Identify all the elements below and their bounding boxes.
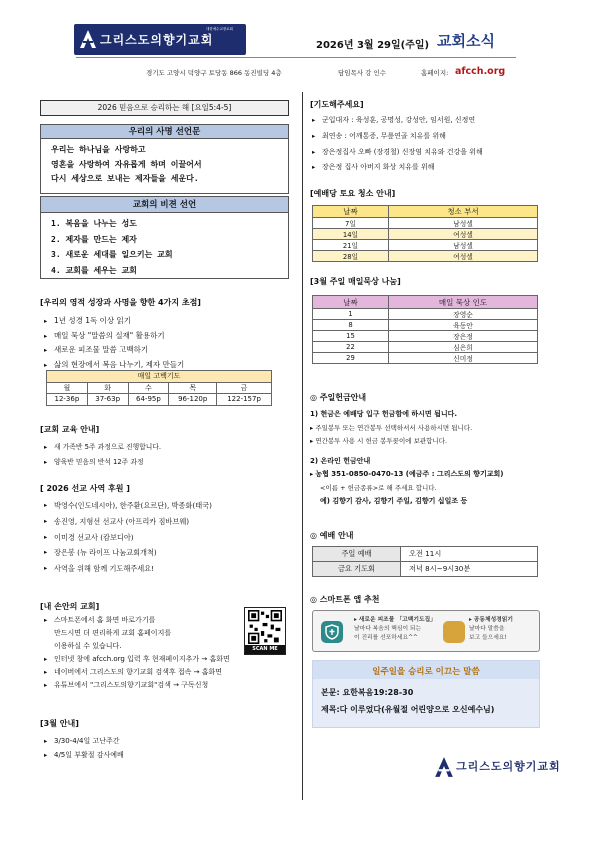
church-logo — [74, 24, 246, 55]
table-row — [313, 562, 538, 577]
list-item: ▸ 송진영, 지형선 선교사 (아프리카 짐바브웨) — [44, 514, 212, 530]
devotion-table — [312, 295, 538, 364]
list-item: ▸ 군입대자 : 육성훈, 공명성, 강성안, 임서원, 신정연 — [312, 113, 483, 129]
table-row — [313, 309, 538, 320]
table-row — [313, 240, 538, 251]
service-time: 저녁 8시~9시30분 — [401, 562, 538, 577]
date-cell: 15 — [313, 331, 389, 342]
list-item: ▸ 인터넷 창에 afcch.org 입력 후 현재페이지추가 → 홈화면 — [44, 653, 230, 666]
team-cell: 남성셀 — [389, 218, 538, 229]
page-range-cell: 64-95p — [128, 394, 169, 406]
weekly-word-title: 일주일을 승리로 이끄는 말씀 — [313, 661, 539, 679]
date-cell: 28일 — [313, 251, 389, 262]
list-item: 만드시면 더 편리하게 교회 홈페이지를 — [54, 629, 172, 637]
daily-prayer-caption: 매일 고백기도 — [47, 371, 272, 383]
offering-line: 예) 김향기 감사, 김향기 주일, 김향기 십일조 등 — [320, 497, 468, 505]
vision-line: 1. 복음을 나누는 성도 — [51, 219, 137, 228]
vision-line: 3. 새로운 세대를 일으키는 교회 — [51, 250, 173, 259]
service-table — [312, 546, 538, 577]
list-item: ▸ 4/5일 부활절 감사예배 — [44, 748, 124, 762]
service-time: 오전 11시 — [401, 547, 538, 562]
table-header: 매일 묵상 인도 — [389, 296, 538, 309]
list-item: ▸ 장은정 집사 아버지 화상 치유를 위해 — [312, 160, 483, 176]
offering-line: 2) 온라인 헌금안내 — [310, 456, 371, 465]
page-range-cell: 37-63p — [87, 394, 128, 406]
weekly-word — [312, 660, 540, 728]
offering-line: <이름 + 헌금종류>로 해 주세요 합니다. — [320, 483, 437, 492]
table-row — [313, 218, 538, 229]
church-logo-mark-icon — [79, 29, 97, 49]
logo-subtext: 대한예수교장로회 — [206, 27, 234, 31]
service-title: ◎ 예배 안내 — [310, 531, 354, 540]
day-cell: 화 — [87, 382, 128, 394]
prayer-app-icon[interactable] — [321, 621, 343, 643]
day-cell: 수 — [128, 382, 169, 394]
offering-line: ▸ 연간봉투 사용 시 헌금 봉투꽂이에 보관합니다. — [310, 437, 448, 445]
list-item: 이용하실 수 있습니다. — [54, 642, 122, 650]
mission-line: 영혼을 사랑하여 자유롭게 하며 이끌어서 — [51, 159, 202, 169]
table-row — [313, 353, 538, 364]
table-row — [313, 547, 538, 562]
app-text-line: 날마다 복음의 핵심이 되는 — [354, 626, 422, 632]
page-range-cell: 12-36p — [47, 394, 88, 406]
list-item: ▸ 네이버에서 그리스도의 향기교회 검색후 접속 → 홈화면 — [44, 666, 230, 679]
list-item: ▸ 유튜브에서 "그리스도의향기교회"검색 → 구독신청 — [44, 679, 230, 692]
app-text-line: 날마다 말씀을 — [469, 626, 505, 632]
table-row — [313, 342, 538, 353]
missions-list — [44, 498, 212, 577]
homepage-link[interactable]: afcch.org — [455, 66, 506, 77]
church-address: 경기도 고양시 덕양구 토당동 866 동진빌딩 4층 — [146, 69, 282, 77]
mission-line: 다시 세상으로 보내는 제자들을 세운다. — [51, 174, 199, 183]
list-item: ▸ 새 가족반 5주 과정으로 진행합니다. — [44, 440, 161, 455]
service-name: 주일 예배 — [313, 547, 401, 562]
daily-prayer-table — [46, 370, 272, 406]
app-name: 공동체성경읽기 — [473, 617, 513, 623]
bulletin-date: 2026년 3월 29일(주일) — [316, 40, 430, 51]
bulletin-title: 교회소식 — [437, 32, 495, 50]
march-list — [44, 734, 124, 762]
list-item: ▸ 이미경 선교사 (캄보디아) — [44, 530, 212, 546]
date-cell: 7일 — [313, 218, 389, 229]
date-cell: 14일 — [313, 229, 389, 240]
app-text-line: 이 진리를 선포하세요^^ — [354, 635, 418, 641]
missions-title: [ 2026 선교 사역 후원 ] — [40, 484, 130, 493]
mission-title: 우리의 사명 선언문 — [41, 125, 288, 139]
table-header: 날짜 — [313, 296, 389, 309]
mission-line: 우리는 하나님을 사랑하고 — [51, 145, 146, 154]
offering-line: 1) 현금은 예배당 입구 헌금함에 하시면 됩니다. — [310, 410, 458, 418]
vision-line: 4. 교회를 세우는 교회 — [51, 265, 137, 275]
mission-statement — [40, 124, 289, 194]
list-item: ▸ 박영수(인도네시아), 한주환(요르단), 박종화(태국) — [44, 498, 212, 514]
offering-line-text: 주일봉투 또는 연간봉투 선택하셔서 사용하시면 됩니다. — [315, 423, 473, 432]
date-cell: 21일 — [313, 240, 389, 251]
logo-text: 그리스도의향기교회 — [100, 33, 214, 47]
offering-line: ▸ 농협 351-0850-0470-13 (예금주 : 그리스도의 향기교회) — [310, 470, 504, 478]
leader-cell: 신미정 — [389, 353, 538, 364]
app-name: 새로운 피조물 「고백기도집」 — [358, 617, 436, 623]
day-cell: 목 — [169, 382, 217, 394]
page-range-cell: 96-120p — [169, 394, 217, 406]
column-divider — [302, 92, 303, 800]
prayer-app-description — [354, 616, 436, 643]
education-list — [44, 440, 161, 470]
day-cell: 금 — [217, 382, 272, 394]
cleaning-title: [예배당 토요 청소 안내] — [310, 189, 396, 198]
footer-logo — [434, 754, 561, 780]
table-row — [313, 331, 538, 342]
year-theme: 2026 믿음으로 승리하는 해 [요일5:4-5] — [40, 100, 289, 116]
offering-info — [310, 408, 503, 509]
date-cell: 22 — [313, 342, 389, 353]
prayer-title: [기도해주세요] — [310, 100, 364, 109]
list-item: ▸ 1년 성경 1독 이상 읽기 — [44, 314, 184, 329]
app-recommendation[interactable] — [312, 610, 540, 652]
pastor-name: 담임목사 강 인수 — [338, 69, 387, 77]
date-cell: 8 — [313, 320, 389, 331]
table-header: 날짜 — [313, 206, 389, 218]
homepage-label: 홈페이지: — [421, 69, 449, 77]
list-item: ▸ 장은봉 (뉴 라이프 나눔교회개척) — [44, 545, 212, 561]
spiritual-focus-title: [우리의 영적 성장과 사명을 향한 4가지 초점] — [40, 298, 201, 307]
education-title: [교회 교육 안내] — [40, 425, 100, 434]
table-row — [313, 320, 538, 331]
list-item: ▸ 최연송 : 어깨통증, 무릎연골 치유를 위해 — [312, 129, 483, 145]
leader-cell: 육동안 — [389, 320, 538, 331]
bank-account: 농협 351-0850-0470-13 (예금주 : 그리스도의 향기교회) — [315, 470, 504, 478]
leader-cell: 장은정 — [389, 331, 538, 342]
list-item: ▸ 양육반 믿음의 반석 12주 과정 — [44, 455, 161, 470]
church-logo-mark-icon — [434, 756, 454, 778]
table-row — [313, 251, 538, 262]
qr-scan-label: SCAN ME — [245, 645, 285, 654]
leader-cell: 장영순 — [389, 309, 538, 320]
table-header: 청소 부서 — [389, 206, 538, 218]
list-item: ▸ 새로운 피조물 말씀 고백하기 — [44, 343, 184, 358]
team-cell: 남성셀 — [389, 240, 538, 251]
qr-code[interactable] — [244, 607, 286, 655]
bible-app-icon[interactable] — [443, 621, 465, 643]
app-text-line: ▸ 새로운 피조물 「고백기도집」 — [354, 617, 436, 623]
page-range-cell: 122-157p — [217, 394, 272, 406]
vision-title: 교회의 비젼 선언 — [41, 197, 288, 213]
list-item: ▸ 스마트폰에서 홈 화면 바로가기를 — [44, 614, 230, 627]
date-cell: 29 — [313, 353, 389, 364]
date-cell: 1 — [313, 309, 389, 320]
header-divider — [76, 57, 516, 58]
app-text-line: 보고 들으세요! — [469, 635, 507, 641]
qr-code-icon — [248, 610, 282, 644]
list-item: ▸ 삶의 현장에서 복음 나누기, 제자 만들기 — [44, 358, 184, 373]
march-title: [3월 안내] — [40, 719, 79, 728]
list-item: ▸ 매일 묵상 "말씀의 실재" 활용하기 — [44, 329, 184, 344]
service-name: 금요 기도회 — [313, 562, 401, 577]
my-church-list — [44, 614, 230, 692]
devotion-title: [3월 주일 매일묵상 나눔] — [310, 277, 401, 286]
list-item: ▸ 장은정집사 오빠 (장경철) 신장염 치유와 건강을 위해 — [312, 145, 483, 161]
spiritual-focus-list — [44, 314, 184, 372]
footer-logo-text: 그리스도의향기교회 — [456, 760, 561, 773]
list-item: ▸ 3/30-4/4일 고난주간 — [44, 734, 124, 748]
app-text-line: ▸ 공동체성경읽기 — [469, 617, 513, 623]
leader-cell: 심은희 — [389, 342, 538, 353]
offering-title: ◎ 주일헌금안내 — [310, 393, 367, 402]
vision-line: 2. 제자를 만드는 제자 — [51, 234, 137, 244]
shield-icon — [321, 621, 343, 643]
bible-app-description — [469, 616, 513, 643]
offering-line-text: 연간봉투 사용 시 헌금 봉투꽂이에 보관합니다. — [315, 437, 448, 445]
offering-line: ▸ 주일봉투 또는 연간봉투 선택하셔서 사용하시면 됩니다. — [310, 423, 473, 432]
list-item: ▸ 사역을 위해 함께 기도해주세요! — [44, 561, 212, 577]
day-cell: 월 — [47, 382, 88, 394]
cleaning-table — [312, 205, 538, 262]
vision-statement — [40, 196, 289, 279]
scripture-reference: 본문: 요한복음19:28-30 — [321, 688, 414, 697]
app-title: ◎ 스마트폰 앱 추천 — [310, 595, 380, 604]
team-cell: 여성셀 — [389, 251, 538, 262]
sermon-title: 제목:다 이루었다(유월절 어린양으로 오신예수님) — [321, 705, 495, 714]
prayer-list — [312, 113, 483, 176]
table-row — [313, 229, 538, 240]
my-church-title: [내 손안의 교회] — [40, 602, 100, 611]
team-cell: 여성셀 — [389, 229, 538, 240]
